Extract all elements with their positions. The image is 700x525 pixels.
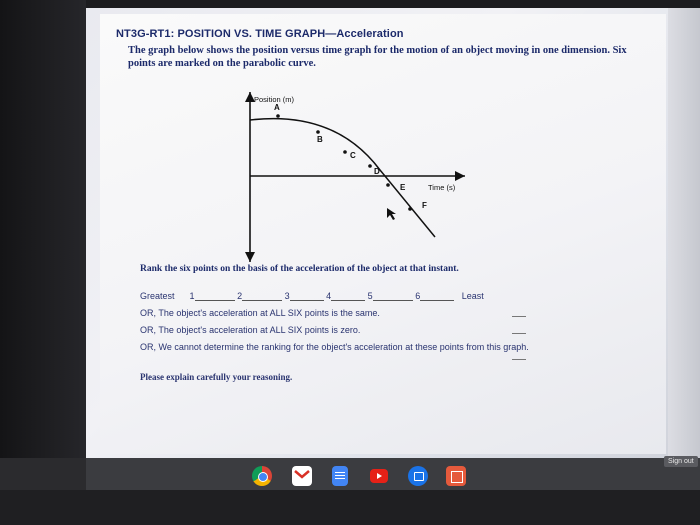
rank-slot-6: 6 xyxy=(415,291,421,301)
rank-blank-2[interactable] xyxy=(242,290,282,301)
files-icon[interactable] xyxy=(408,466,428,486)
point-d-label: D xyxy=(374,167,380,176)
sign-out-button[interactable]: Sign out xyxy=(664,456,698,467)
youtube-icon[interactable] xyxy=(370,469,388,483)
ranking-row xyxy=(140,290,484,301)
point-d xyxy=(368,164,372,168)
monitor-bottom-bezel xyxy=(0,490,700,525)
rank-blank-1[interactable] xyxy=(195,290,235,301)
rank-slot-2: 2 xyxy=(237,291,243,301)
rank-blank-6[interactable] xyxy=(420,290,454,301)
gmail-icon[interactable] xyxy=(292,466,312,486)
point-a xyxy=(276,114,280,118)
point-b-label: B xyxy=(317,135,323,144)
point-f-label: F xyxy=(422,201,427,210)
option-cannot-determine: OR, We cannot determine the ranking for the object's acceleration at these points from this graph. xyxy=(140,342,529,352)
point-e xyxy=(386,183,390,187)
rank-blank-5[interactable] xyxy=(373,290,413,301)
y-axis-label: Position (m) xyxy=(254,95,295,104)
rank-slot-1: 1 xyxy=(189,291,195,301)
intro-text: The graph below shows the position versus time graph for the motion of an object moving in one dimension. Six points are marked on the parabolic curve. xyxy=(128,45,627,69)
rank-blank-3[interactable] xyxy=(290,290,324,301)
rank-slot-5: 5 xyxy=(367,291,373,301)
x-axis-label: Time (s) xyxy=(428,183,456,192)
position-time-graph xyxy=(240,92,480,272)
parabolic-curve xyxy=(250,119,435,237)
point-b xyxy=(316,130,320,134)
monitor-top-bezel xyxy=(0,0,700,8)
page-title: NT3G-RT1: POSITION VS. TIME GRAPH—Acceleration xyxy=(116,28,404,40)
scroll-strip xyxy=(668,8,700,458)
option-same-blank[interactable] xyxy=(512,316,526,317)
option-zero-blank[interactable] xyxy=(512,333,526,334)
docs-icon[interactable] xyxy=(332,466,348,486)
point-c xyxy=(343,150,347,154)
monitor-left-bezel xyxy=(0,0,86,458)
question-text: Rank the six points on the basis of the acceleration of the object at that instant. xyxy=(140,264,459,274)
point-a-label: A xyxy=(274,103,280,112)
x-axis-arrow xyxy=(455,171,465,181)
explain-prompt: Please explain carefully your reasoning. xyxy=(140,372,293,382)
point-c-label: C xyxy=(350,151,356,160)
photos-icon[interactable] xyxy=(446,466,466,486)
rank-slot-3: 3 xyxy=(284,291,290,301)
point-e-label: E xyxy=(400,183,406,192)
option-zero: OR, The object's acceleration at ALL SIX points is zero. xyxy=(140,325,361,335)
chrome-icon[interactable] xyxy=(252,466,272,486)
mouse-cursor-icon xyxy=(387,208,396,220)
y-axis-arrow-down xyxy=(245,252,255,262)
rank-slot-4: 4 xyxy=(326,291,332,301)
rank-blank-4[interactable] xyxy=(331,290,365,301)
greatest-label: Greatest xyxy=(140,291,175,301)
point-f xyxy=(408,207,412,211)
least-label: Least xyxy=(461,291,484,301)
taskbar xyxy=(86,458,700,490)
option-cannot-determine-blank[interactable] xyxy=(512,359,526,360)
worksheet-document xyxy=(100,14,666,454)
option-same: OR, The object's acceleration at ALL SIX points is the same. xyxy=(140,308,380,318)
